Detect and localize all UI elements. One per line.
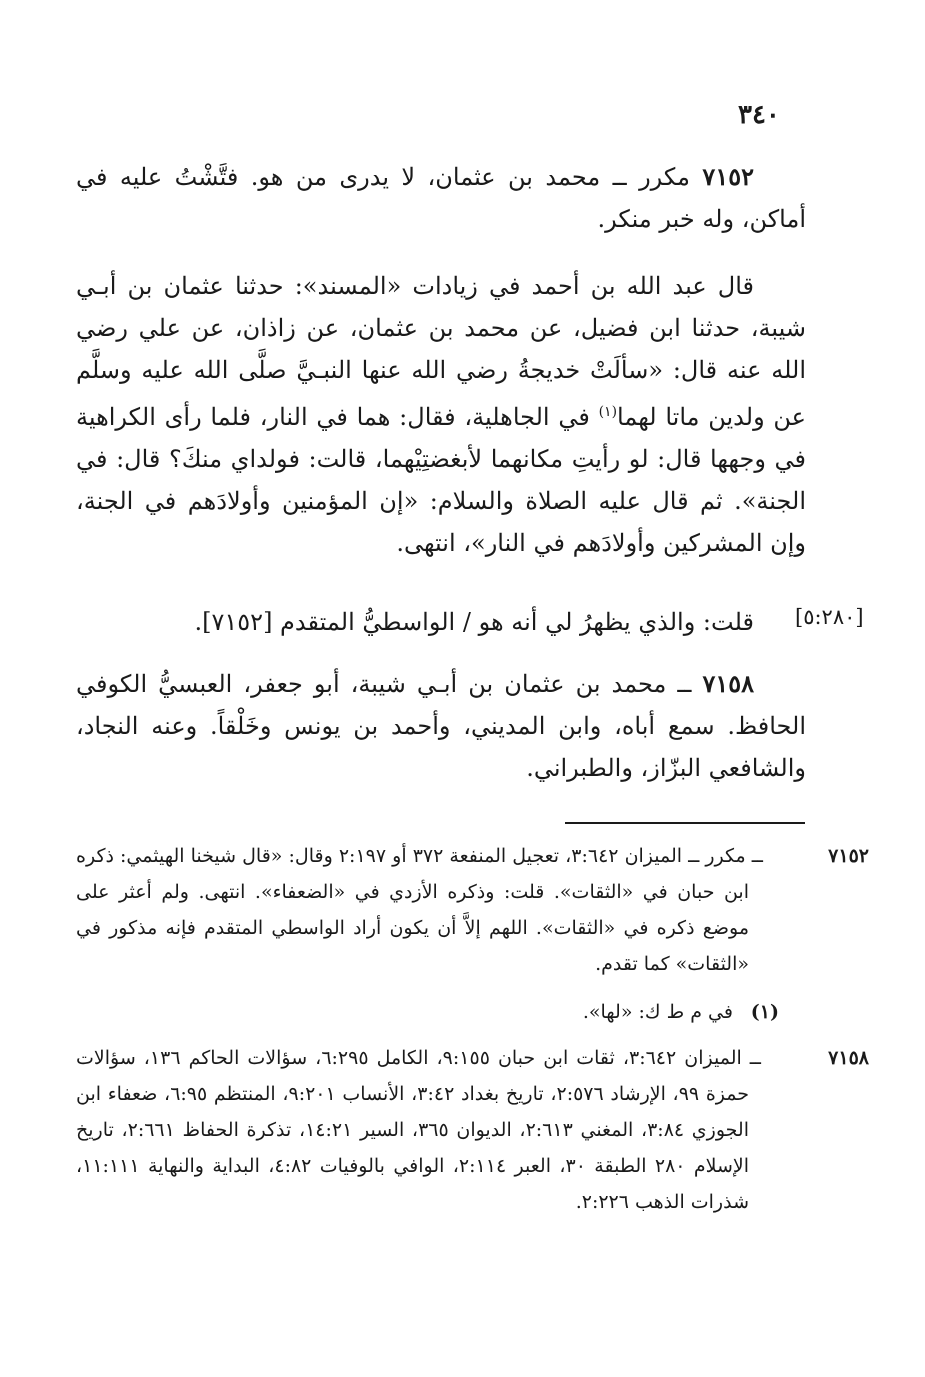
footnote-number: ٧١٥٢	[828, 845, 869, 867]
entry-7158-paragraph	[76, 663, 806, 789]
footnote-7152	[76, 838, 869, 982]
footnote-body	[76, 838, 869, 982]
hadith-text-part1: قال عبد الله بن أحمد في زيادات «المسند»: حدثنا عثمان بن أبـي شيبة، حدثنا ابن فضيل، عن محمد بن عثمان، عن زاذان، عن علي رضي الله عنه قال: «سألَتْ خديجةُ رضي الله عنها النبـيَّ صلَّى الله عليه وسلَّم عن ولدين ماتا لهما	[76, 272, 807, 431]
entry-number: ٧١٥٢	[702, 162, 754, 191]
entry-text: مكرر ــ محمد بن عثمان، لا يدرى من هو. فتَّشْتُ عليه في أماكن، وله خبر منكر.	[76, 163, 806, 233]
footnote-number: ٧١٥٨	[828, 1047, 869, 1069]
footnote-text: في م ط ك: «لها».	[582, 1001, 733, 1023]
margin-reference: [٥:٢٨٠]	[795, 605, 864, 629]
comment-paragraph	[76, 601, 806, 643]
footnote-number: (١)	[750, 1001, 779, 1023]
footnote-7158	[76, 1040, 869, 1220]
entry-text: ــ محمد بن عثمان بن أبـي شيبة، أبو جعفر، العبسيُّ الكوفي الحافظ. سمع أباه، وابن المديني، وأحمد بن يونس وخَلْقاً. وعنه النجاد، والشافعي البزّاز، والطبراني.	[76, 670, 806, 782]
hadith-text-part2: في الجاهلية، فقال: هما في النار، فلما رأى الكراهية في وجهها قال: لو رأيتِ مكانهما لأبغضتِيْهما، قالت: فولداي منكَ؟ قال: في الجنة». ثم قال عليه الصلاة والسلام: «إن المؤمنين وأولادَهم في الجنة، وإن المشركين وأولادَهم في النار»، انتهى.	[76, 403, 806, 557]
comment-text: قلت: والذي يظهرُ لي أنه هو / الواسطيُّ المتقدم [٧١٥٢].	[194, 608, 754, 636]
footnote-text: ــ مكرر ــ الميزان ٣:٦٤٢، تعجيل المنفعة ٣٧٢ أو ٢:١٩٧ وقال: «قال شيخنا الهيثمي: ذكره ابن حبان في «الثقات». قلت: وذكره الأزدي في «الضعفاء». انتهى. ولم أعثر على موضع ذكره في «الثقات». اللهم إلاَّ أن يكون أراد الواسطي المتقدم فإنه مذكور في «الثقات» كما تقدم.	[76, 845, 763, 975]
footnote-body	[76, 1040, 869, 1220]
page-number: ٣٤٠	[738, 100, 780, 130]
footnote-divider	[565, 822, 805, 824]
hadith-paragraph	[76, 265, 806, 564]
footnote-1	[76, 994, 809, 1030]
entry-7152-paragraph	[76, 156, 806, 240]
entry-number: ٧١٥٨	[702, 669, 754, 698]
footnote-text: ــ الميزان ٣:٦٤٢، ثقات ابن حبان ٩:١٥٥، الكامل ٦:٢٩٥، سؤالات الحاكم ١٣٦، سؤالات حمزة ٩٩، الإرشاد ٢:٥٧٦، تاريخ بغداد ٣:٤٢، الأنساب ٩:٢٠١، المنتظم ٦:٩٥، ضعفاء ابن الجوزي ٣:٨٤، المغني ٢:٦١٣، الديوان ٣٦٥، السير ١٤:٢١، تذكرة الحفاظ ٢:٦٦١، تاريخ الإسلام ٢٨٠ الطبقة ٣٠، العبر ٢:١١٤، الوافي بالوفيات ٤:٨٢، البداية والنهاية ١١:١١١، شذرات الذهب ٢:٢٢٦.	[76, 1047, 761, 1213]
footnote-reference: (١)	[598, 404, 618, 420]
